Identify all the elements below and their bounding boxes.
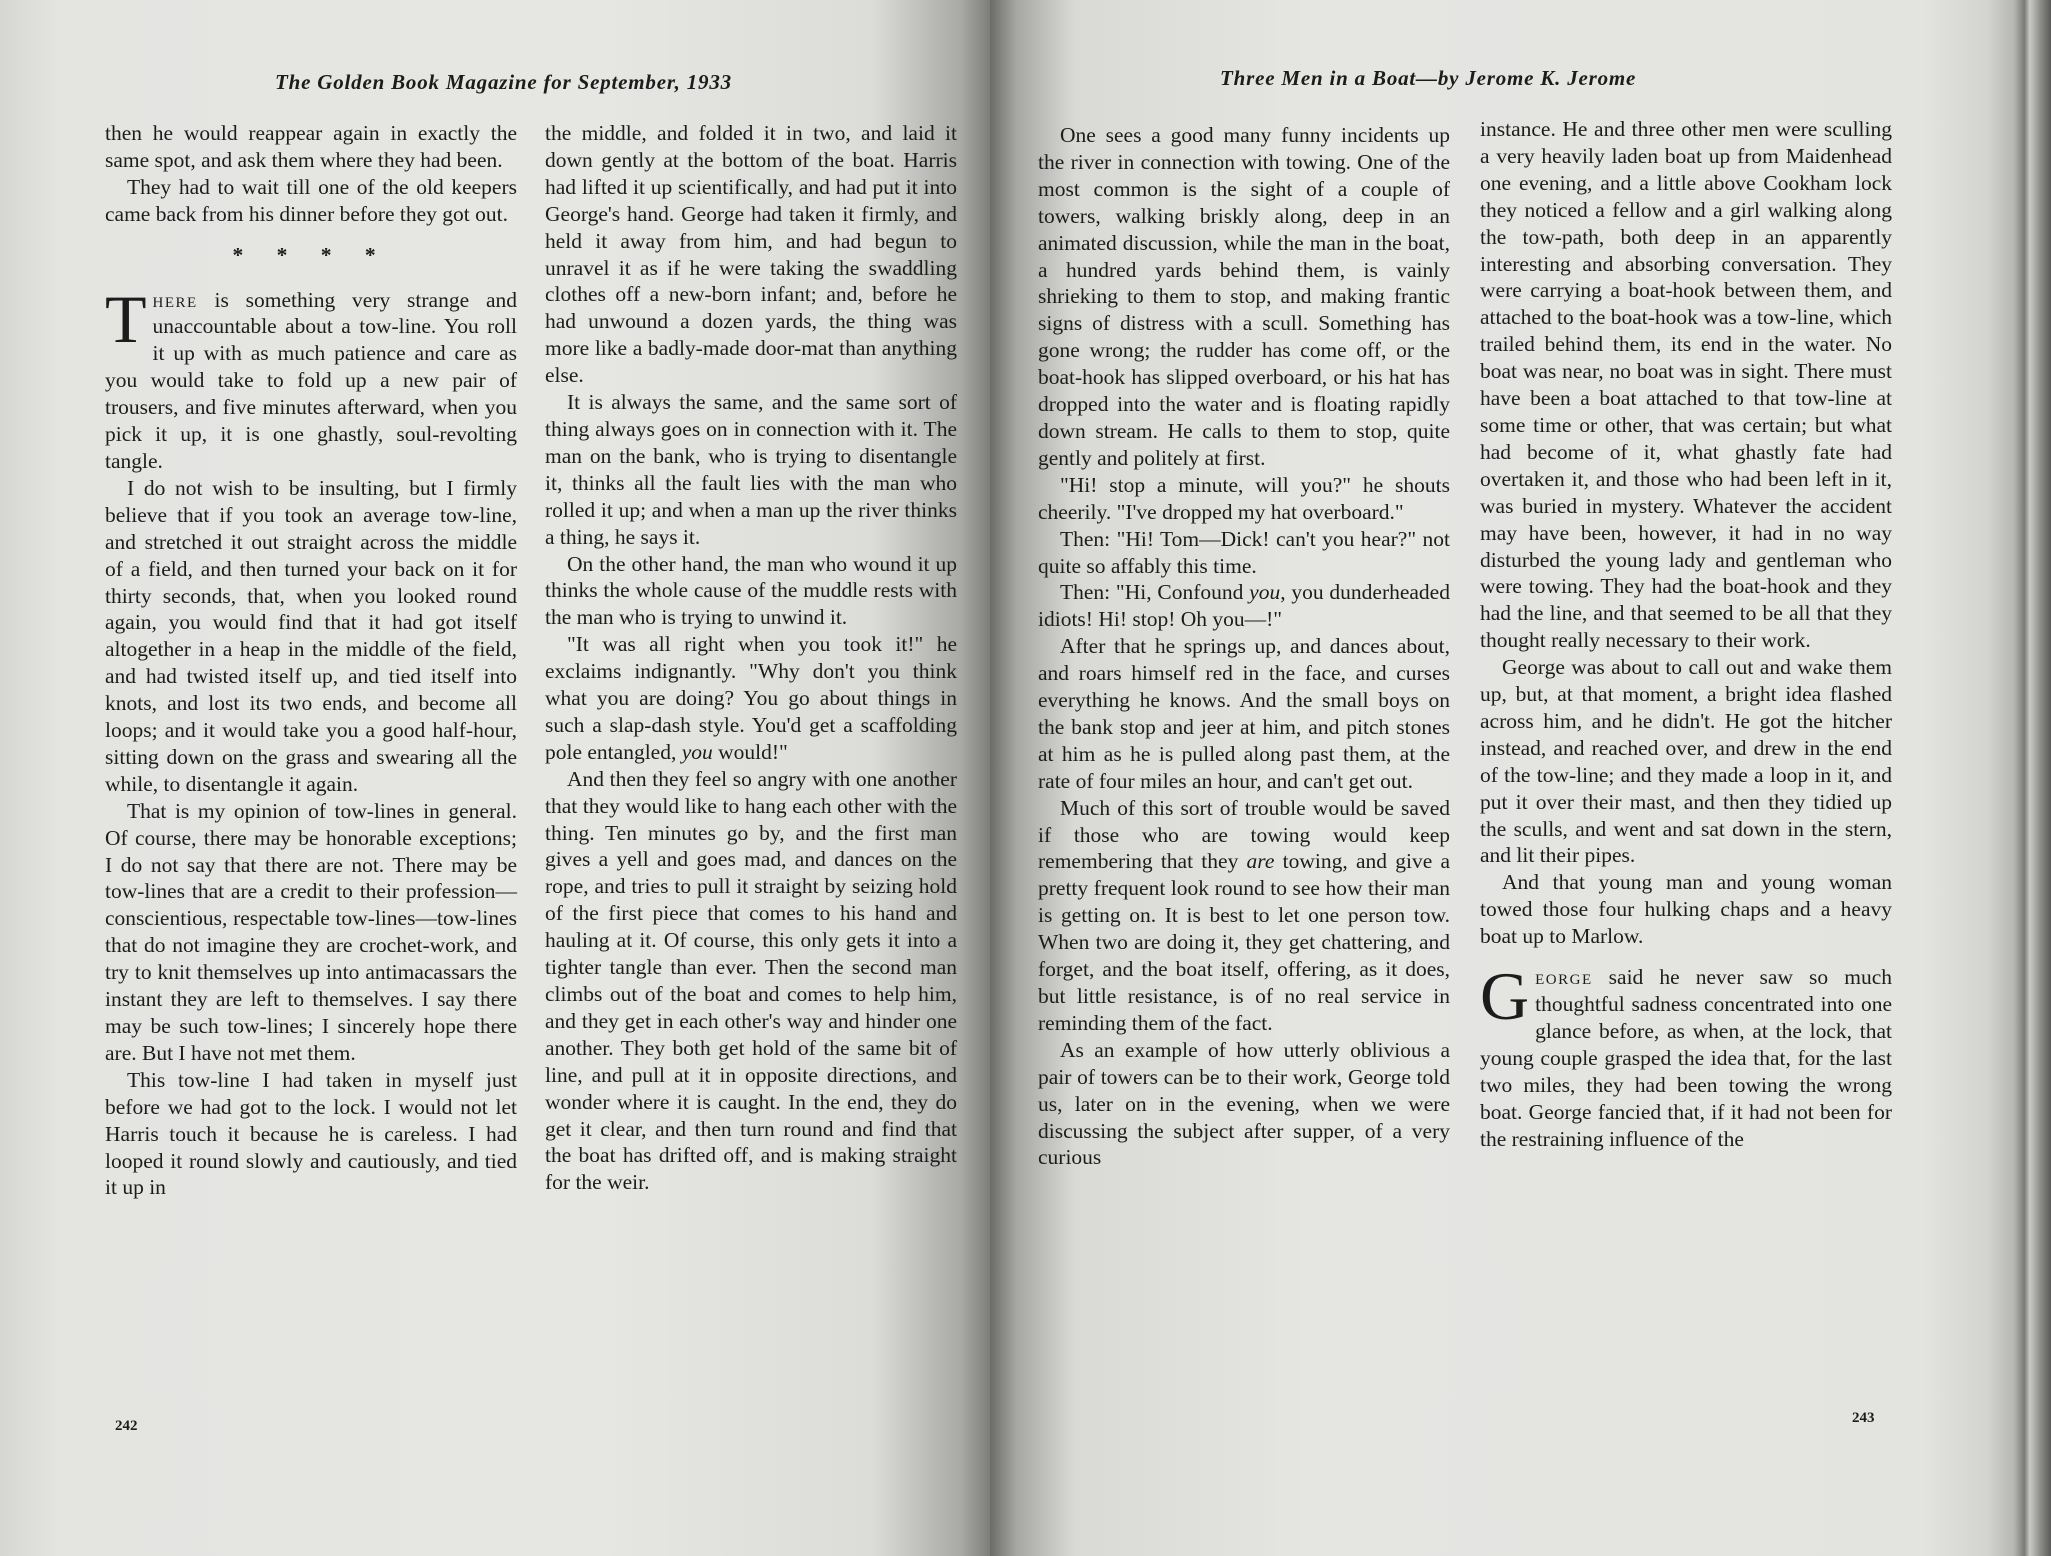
paragraph: It is always the same, and the same sort of thing always goes on in connection with it. The man on the bank, who is trying to disentangle it, thinks all the fault lies with the man who rolled it up; and when a man up the river thinks a thing, he says it. [545,390,957,549]
paragraph: One sees a good many funny incidents up the river in connection with towing. One of the most common is the sight of a couple of towers, walking briskly along, deep in an animated discussion, while the man in the boat, a hundred yards behind them, is vainly shrieking to them to stop, and making frantic signs of distress with a scull. Something has gone wrong; the rudder has come off, or the boat-hook has slipped overboard, or his hat has dropped into the water and is floating rapidly down stream. He calls to them to stop, quite gently and politely at first. [1038,123,1450,470]
emphasis: are [1246,849,1275,874]
paragraph: They had to wait till one of the old keepers came back from his dinner before they got out. [105,174,517,226]
paragraph: After that he springs up, and dances about, and roars himself red in the face, and curses everything he knows. And the small boys on the bank stop and jeer at him, and pitch stones at him as he is pulled along past them, at the rate of four miles an hour, and can't get out. [1038,634,1450,793]
paragraph: This tow-line I had taken in myself just before we had got to the lock. I would not let Harris touch it because he is careless. I had looped it round slowly and cautiously, and tied it up in [105,1067,517,1200]
running-header: Three Men in a Boat—by Jerome K. Jerome [1220,66,1637,90]
left-page [0,0,990,1556]
paragraph-text: towing, and give a pretty frequent look round to see how their man is getting on. It is best to let one person tow. When two are doing it, they get chattering, and forget, and the boat itself, offering, as it does, but little resistance, is of no real service in reminding them of the fact. [1038,849,1451,1035]
text-column-2 [545,120,957,1196]
paragraph-text: Much of this sort of trouble would be saved if those who are towing would keep remembering that they [1038,795,1450,874]
drop-cap: G [1480,958,1530,1035]
section-separator: * * * * [232,242,390,267]
paragraph [1038,579,1450,633]
paragraph [1038,795,1450,1037]
paragraph: Then: "Hi! Tom—Dick! can't you hear?" not quite so affably this time. [1038,526,1450,578]
paragraph: "Hi! stop a minute, will you?" he shouts cheerily. "I've dropped my hat overboard." [1038,472,1450,524]
paragraph: George was about to call out and wake them up, but, at that moment, a bright idea flashed across him, and he didn't. He got the hitcher instead, and reached over, and drew in the end of the tow-line; and they made a loop in it, and put it over their mast, and then they tidied up the sculls, and went and sat down in the stern, and lit their pipes. [1480,655,1892,868]
paragraph: I do not wish to be insulting, but I firmly believe that if you took an average tow-line, and stretched it out straight across the middle of a field, and then turned your back on it for thirty seconds, that, when you looked round again, you would find that it had got itself altogether in a heap in the middle of the field, and had twisted itself up, and tied itself into knots, and lost its two ends, and become all loops; and it would take you a good half-hour, sitting down on the grass and swearing all the while, to disentangle it again. [105,475,517,796]
emphasis: you [681,739,713,764]
paragraph-text: , you dunderheaded idiots! Hi! stop! Oh you—!" [1038,580,1450,632]
right-page [990,0,2051,1556]
small-caps-lead: here [152,287,198,312]
paragraph [545,631,957,766]
emphasis: you [1249,580,1281,605]
paragraph-text: said he never saw so much thoughtful sadness concentrated into one glance before, as when, at the lock, that young couple grasped the idea that, for the last two miles, they had been towing the wrong boat. George fancied that, if it had not been for the restraining influence of the [1480,965,1892,1151]
paragraph: then he would reappear again in exactly the same spot, and ask them where they had been. [105,121,517,172]
paragraph: And then they feel so angry with one another that they would like to hang each other with the thing. Ten minutes go by, and the first man gives a yell and goes mad, and dances on the rope, and tries to pull it straight by seizing hold of the first piece that comes to his hand and hauling at it. Of course, this only gets it into a tighter tangle than ever. Then the second man climbs out of the boat and comes to help him, and they get in each other's way and hinder one another. They both get hold of the same bit of line, and pull at it in opposite directions, and wonder where it is caught. In the end, they do get it clear, and then turn round and find that the boat has drifted off, and is making straight for the weir. [545,766,957,1195]
paragraph-text: Then: "Hi, Confound [1060,580,1250,605]
paragraph-text: would!" [712,739,788,764]
paragraph: instance. He and three other men were sculling a very heavily laden boat up from Maidenhead one evening, and a little above Cookham lock they noticed a fellow and a girl walking along the tow-path, both deep in an apparently interesting and absorbing conversation. They were carrying a boat-hook between them, and attached to the boat-hook was a tow-line, which trailed behind them, its end in the water. No boat was near, no boat was in sight. There must have been a boat attached to that tow-line at some time or other, that was certain; but what had become of it, what ghastly fate had overtaken it, and those who had been left in it, was buried in mystery. Whatever the accident may have been, however, it had in no way disturbed the young lady and gentleman who were towing. They had the boat-hook and they had the line, and that seemed to be all that they thought really necessary to their work. [1480,117,1892,653]
paragraph: As an example of how utterly oblivious a pair of towers can be to their work, George told us, later on in the evening, when we were discussing the subject after supper, of a very curious [1038,1037,1450,1170]
paragraph [1480,958,1892,1152]
paragraph: On the other hand, the man who wound it up thinks the whole cause of the muddle rests with the man who is trying to unwind it. [545,551,957,630]
paragraph: That is my opinion of tow-lines in general. Of course, there may be honorable exceptions; I do not say that there are not. There may be tow-lines that are a credit to their profession—conscientious, respectable tow-lines—tow-lines that do not imagine they are crochet-work, and try to knit themselves up into antimacassars the instant they are left to themselves. I say there may be such tow-lines; I sincerely hope there are. But I have not met them. [105,798,517,1065]
paragraph-text: is something very strange and unaccountable about a tow-line. You roll it up with as much patience and care as you would take to fold up a new pair of trousers, and five minutes afterward, when you pick it up, it is one ghastly, soul-revolting tangle. [105,287,517,473]
paragraph-text: "It was all right when you took it!" he exclaims indignantly. "Why don't you think what you are doing? You go about things in such a slap-dash style. You'd get a scaffolding pole entangled, [545,632,957,764]
paragraph [105,280,517,475]
page-number: 242 [115,1418,138,1434]
page-number: 243 [1852,1410,1875,1426]
drop-cap: T [105,280,147,357]
text-column-2 [1480,116,1892,1152]
paragraph: the middle, and folded it in two, and laid it down gently at the bottom of the boat. Harris had lifted it up scientifically, and had put it into George's hand. George had taken it firmly, and held it away from him, and had begun to unravel it as if he were taking the swaddling clothes off a new-born infant; and, before he had unwound a dozen yards, the thing was more like a badly-made door-mat than anything else. [545,121,957,388]
running-header: The Golden Book Magazine for September, 1933 [275,70,732,94]
text-column-1 [105,120,517,1201]
paragraph: And that young man and young woman towed those four hulking chaps and a heavy boat up to Marlow. [1480,870,1892,949]
small-caps-lead: eorge [1535,965,1593,990]
text-column-1 [1038,122,1450,1171]
